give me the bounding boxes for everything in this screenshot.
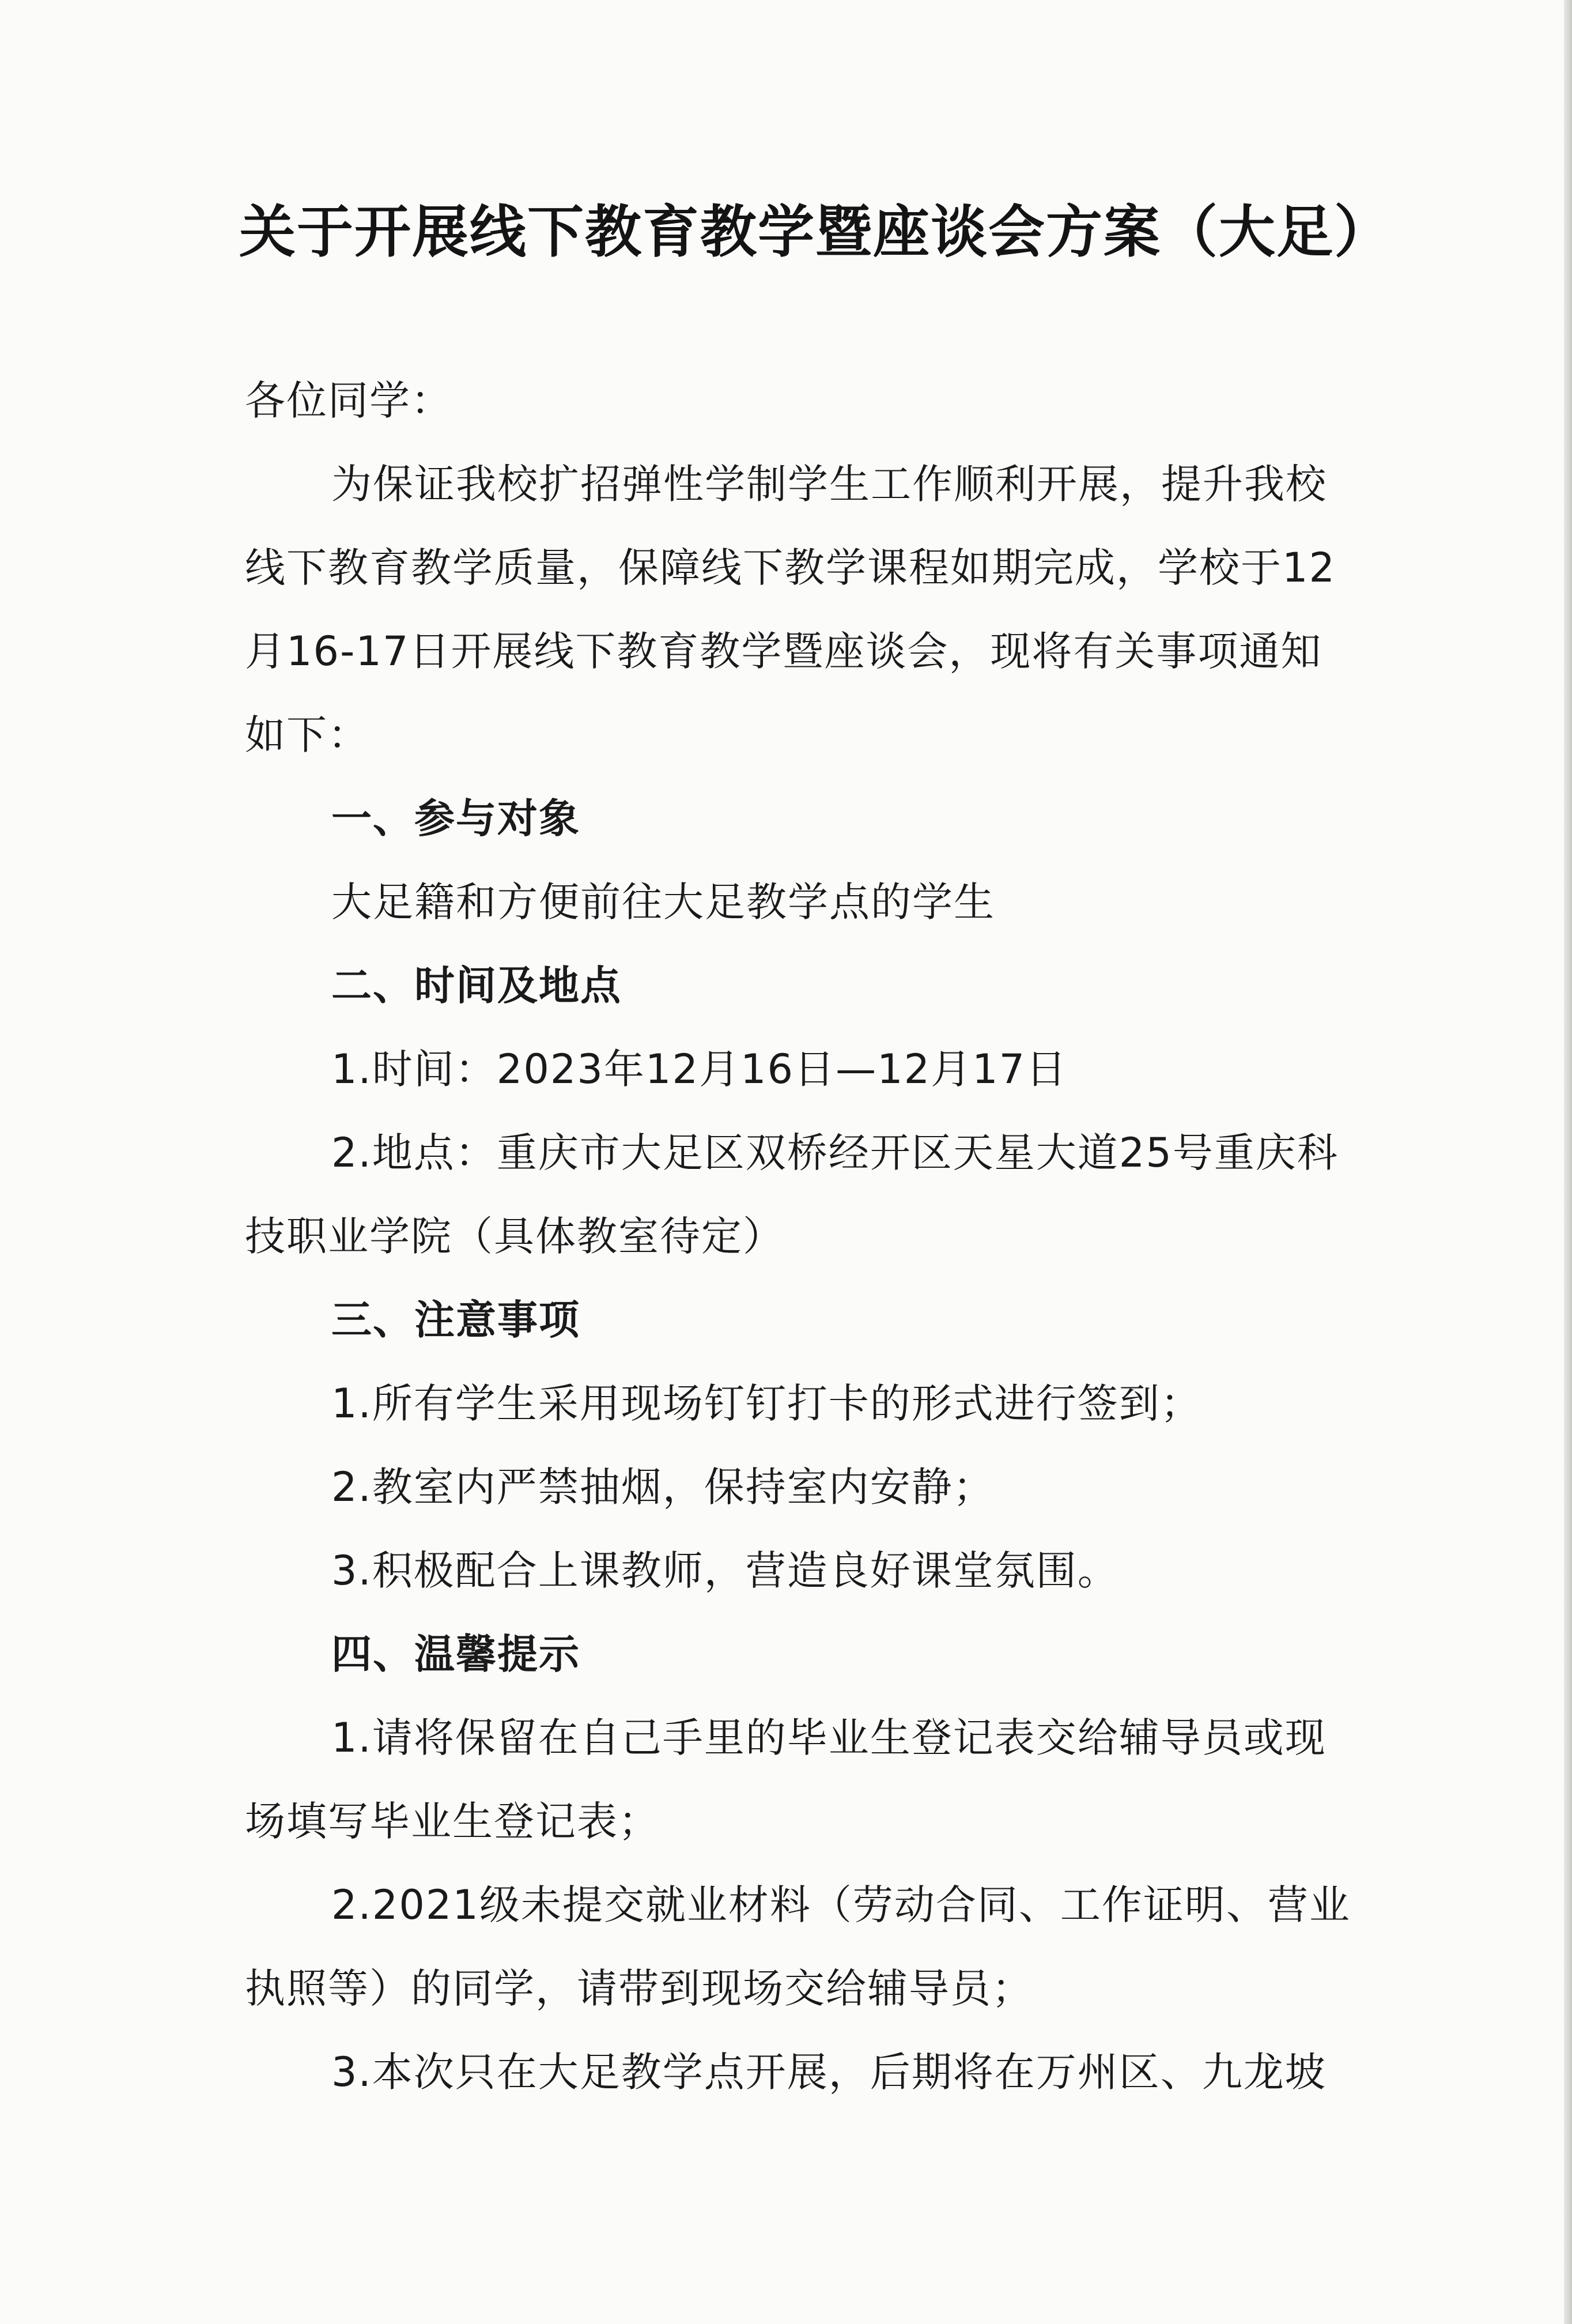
salutation: 各位同学： bbox=[245, 377, 452, 424]
page-edge-shadow bbox=[1564, 0, 1572, 2324]
intro-line-3: 月16-17日开展线下教育教学暨座谈会，现将有关事项通知 bbox=[245, 628, 1322, 675]
section-2-heading: 二、时间及地点 bbox=[331, 962, 622, 1009]
section-4-item-3-line-1: 3.本次只在大足教学点开展，后期将在万州区、九龙坡 bbox=[331, 2048, 1327, 2096]
intro-line-4: 如下： bbox=[245, 711, 369, 759]
section-2-place-line-1: 2.地点：重庆市大足区双桥经开区天星大道25号重庆科 bbox=[331, 1129, 1339, 1176]
section-1-body: 大足籍和方便前往大足教学点的学生 bbox=[331, 878, 995, 926]
section-2-time: 1.时间：2023年12月16日—12月17日 bbox=[331, 1046, 1068, 1093]
section-4-item-2-line-2: 执照等）的同学，请带到现场交给辅导员； bbox=[245, 1965, 1033, 2012]
intro-line-2: 线下教育教学质量，保障线下教学课程如期完成，学校于12 bbox=[245, 544, 1336, 591]
document-title: 关于开展线下教育教学暨座谈会方案（大足） bbox=[239, 199, 1392, 265]
section-4-heading: 四、温馨提示 bbox=[331, 1631, 580, 1678]
section-4-item-1-line-1: 1.请将保留在自己手里的毕业生登记表交给辅导员或现 bbox=[331, 1714, 1327, 1761]
section-3-item-1: 1.所有学生采用现场钉钉打卡的形式进行签到； bbox=[331, 1380, 1202, 1427]
section-1-heading: 一、参与对象 bbox=[331, 795, 580, 842]
section-4-item-1-line-2: 场填写毕业生登记表； bbox=[245, 1798, 660, 1845]
section-3-item-2: 2.教室内严禁抽烟，保持室内安静； bbox=[331, 1463, 995, 1511]
intro-line-1: 为保证我校扩招弹性学制学生工作顺利开展，提升我校 bbox=[331, 461, 1327, 508]
section-3-item-3: 3.积极配合上课教师，营造良好课堂氛围。 bbox=[331, 1547, 1119, 1594]
section-2-place-line-2: 技职业学院（具体教室待定） bbox=[245, 1213, 784, 1260]
section-3-heading: 三、注意事项 bbox=[331, 1296, 580, 1344]
section-4-item-2-line-1: 2.2021级未提交就业材料（劳动合同、工作证明、营业 bbox=[331, 1881, 1351, 1929]
